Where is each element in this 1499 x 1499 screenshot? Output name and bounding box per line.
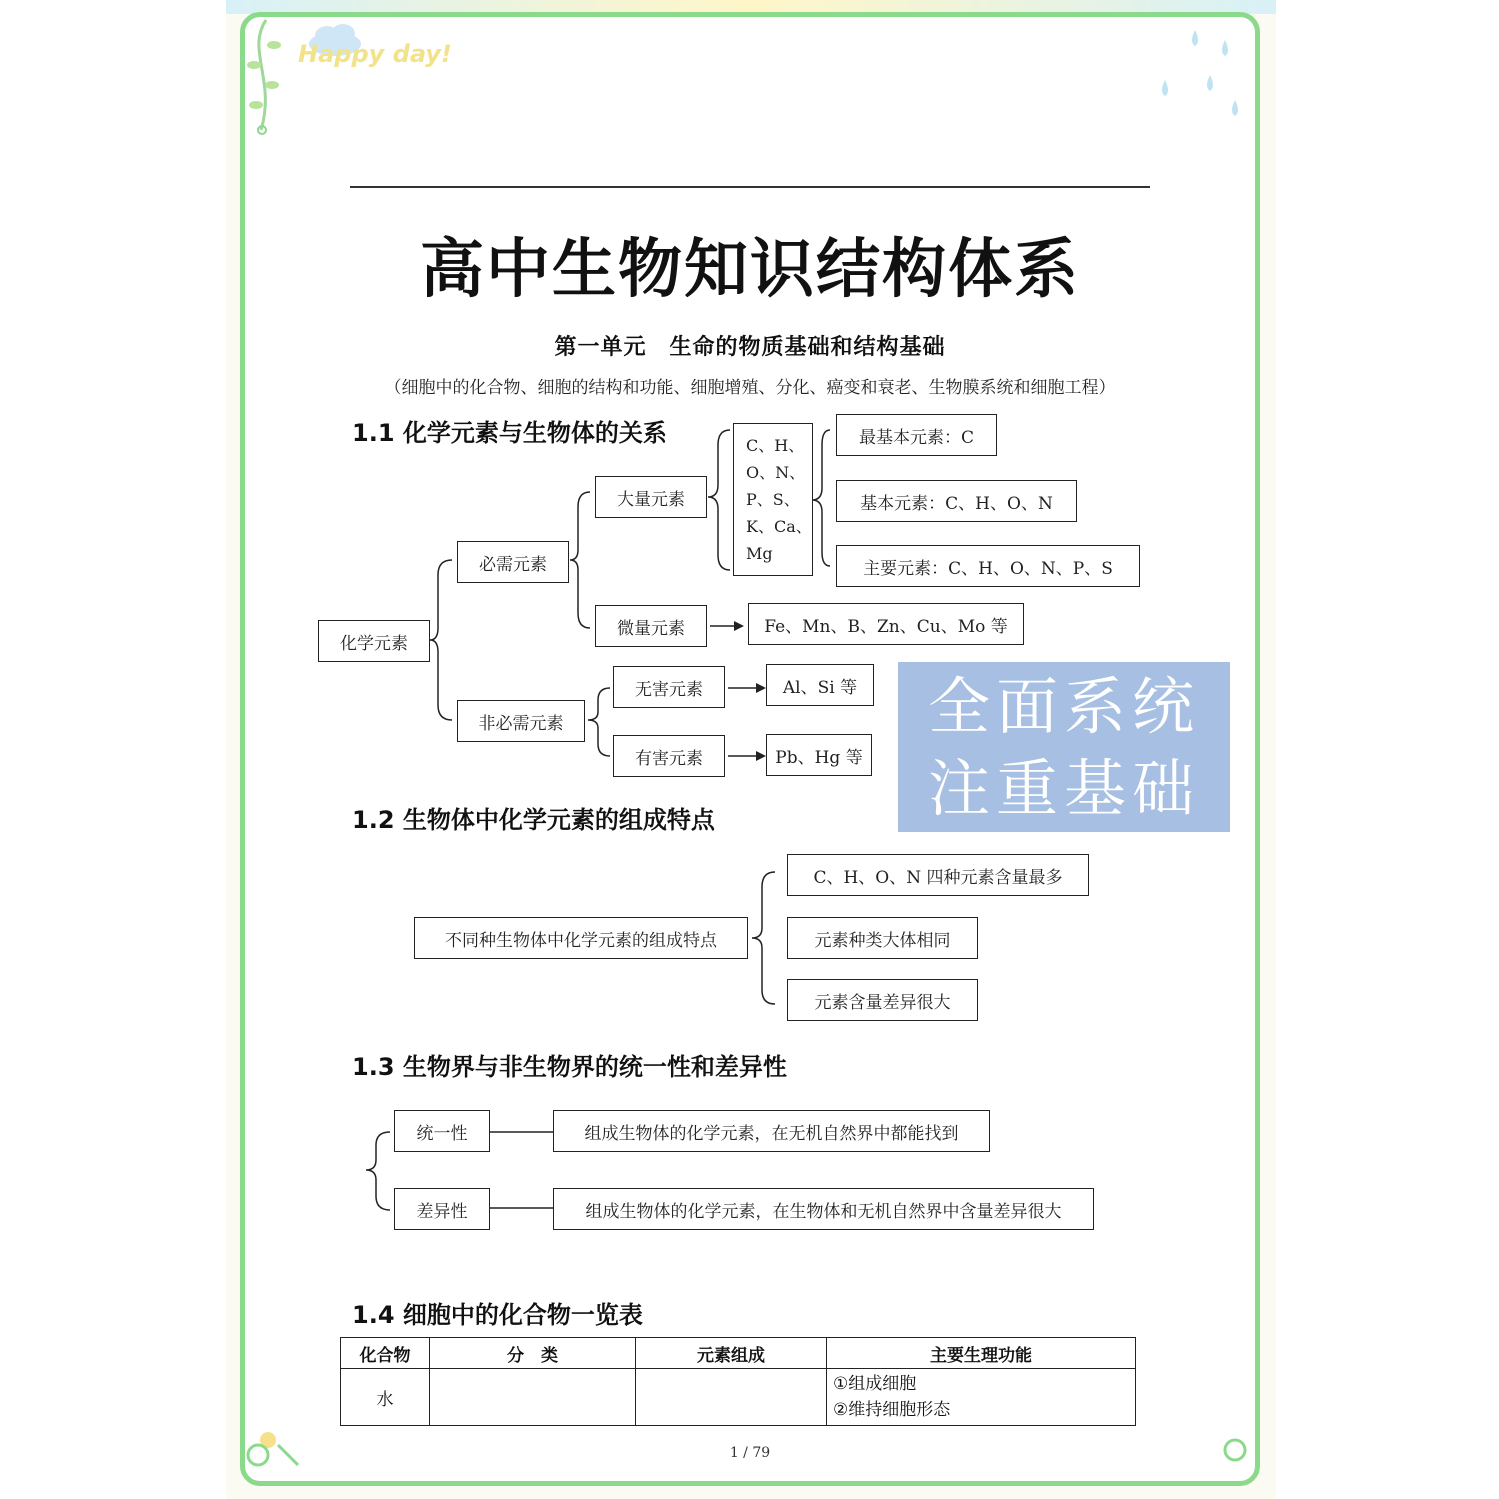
macro-list-line: O、N、 [746, 463, 806, 482]
node-main-elements: 主要元素：C、H、O、N、P、S [836, 545, 1140, 587]
node-unity: 统一性 [394, 1110, 490, 1152]
section-1-3-heading: 1.3 生物界与非生物界的统一性和差异性 [352, 1053, 787, 1081]
node-chemical-elements: 化学元素 [318, 620, 430, 662]
macro-list-line: K、Ca、 [746, 517, 812, 536]
happy-day-text: Happy day! [298, 40, 452, 68]
node-micro-elements: 微量元素 [595, 605, 707, 647]
node-unity-desc: 组成生物体的化学元素，在无机自然界中都能找到 [553, 1110, 990, 1152]
node-composition-features: 不同种生物体中化学元素的组成特点 [414, 917, 748, 959]
node-feature-item: 元素种类大体相同 [787, 917, 978, 959]
section-1-2-heading: 1.2 生物体中化学元素的组成特点 [352, 806, 715, 834]
section-1-1-heading: 1.1 化学元素与生物体的关系 [352, 419, 667, 447]
node-feature-item: 元素含量差异很大 [787, 979, 978, 1021]
table-cell-functions [827, 1369, 1136, 1426]
node-difference-desc: 组成生物体的化学元素，在生物体和无机自然界中含量差异很大 [553, 1188, 1094, 1230]
function-item: ②维持细胞形态 [833, 1400, 951, 1420]
function-item: ①组成细胞 [833, 1374, 917, 1394]
node-harmful-list: Pb、Hg 等 [766, 734, 872, 776]
table-cell-elements [636, 1369, 827, 1426]
macro-list-line: P、S、 [746, 490, 800, 509]
section-1-4-heading: 1.4 细胞中的化合物一览表 [352, 1301, 643, 1329]
table-cell-compound: 水 [341, 1369, 430, 1426]
table-cell-class [430, 1369, 636, 1426]
table-header-cell: 分 类 [430, 1338, 636, 1369]
node-feature-item: C、H、O、N 四种元素含量最多 [787, 854, 1089, 896]
node-most-basic-element: 最基本元素：C [836, 414, 997, 456]
banner-line-1: 全面系统 [927, 670, 1200, 743]
node-harmless-elements: 无害元素 [613, 666, 725, 708]
node-nonessential-elements: 非必需元素 [457, 700, 585, 742]
promo-banner [898, 662, 1230, 832]
table-header-row [341, 1338, 1136, 1369]
page-title: 高中生物知识结构体系 [420, 233, 1080, 307]
table-header-cell: 元素组成 [636, 1338, 827, 1369]
unit-subtitle: （细胞中的化合物、细胞的结构和功能、细胞增殖、分化、癌变和衰老、生物膜系统和细胞工程） [384, 378, 1116, 398]
node-essential-elements: 必需元素 [457, 541, 569, 583]
compounds-table [340, 1337, 1136, 1426]
table-row [341, 1369, 1136, 1426]
page-number: 1 / 79 [729, 1445, 771, 1461]
node-macro-elements: 大量元素 [595, 476, 707, 518]
node-macro-list [733, 423, 813, 576]
macro-list-line: Mg [746, 544, 773, 563]
macro-list-line: C、H、 [746, 436, 805, 455]
table-header-cell: 主要生理功能 [827, 1338, 1136, 1369]
node-micro-list: Fe、Mn、B、Zn、Cu、Mo 等 [748, 603, 1024, 645]
table-header-cell: 化合物 [341, 1338, 430, 1369]
node-harmful-elements: 有害元素 [613, 735, 725, 777]
node-difference: 差异性 [394, 1188, 490, 1230]
unit-title: 第一单元 生命的物质基础和结构基础 [554, 334, 946, 360]
node-harmless-list: Al、Si 等 [766, 664, 874, 706]
banner-line-2: 注重基础 [927, 752, 1200, 825]
node-basic-elements: 基本元素：C、H、O、N [836, 480, 1077, 522]
